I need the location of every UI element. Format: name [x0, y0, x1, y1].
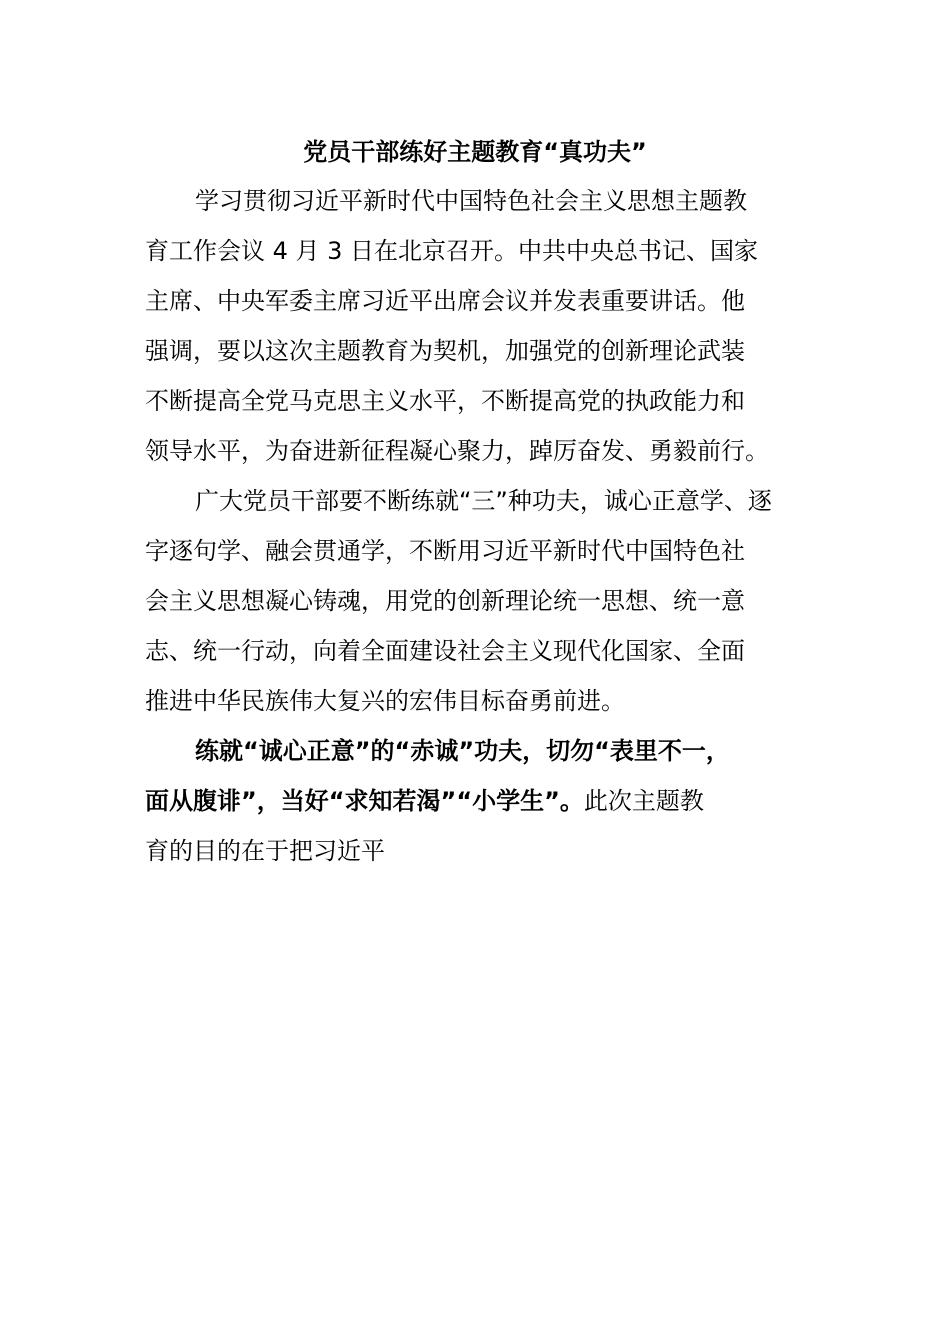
- paragraph-1-line-2: 育工作会议 4 月 3 日在北京召开。中共中央总书记、国家: [145, 237, 759, 265]
- paragraph-2-line-3: 会主义思想凝心铸魂，用党的创新理论统一思想、统一意: [145, 587, 745, 615]
- paragraph-3-line-3: 育的目的在于把习近平: [145, 837, 385, 865]
- paragraph-2-line-2: 字逐句学、融会贯通学，不断用习近平新时代中国特色社: [145, 537, 745, 565]
- paragraph-2-line-4: 志、统一行动，向着全面建设社会主义现代化国家、全面: [145, 637, 745, 665]
- paragraph-3-line-1: 练就“诚心正意”的“赤诚”功夫，切勿“表里不一，: [195, 737, 730, 765]
- paragraph-1-line-4: 强调，要以这次主题教育为契机，加强党的创新理论武装: [145, 337, 745, 365]
- paragraph-1-line-5: 不断提高全党马克思主义水平，不断提高党的执政能力和: [145, 387, 745, 415]
- paragraph-3-line-2-normal: 此次主题教: [583, 787, 704, 815]
- document-title: 党员干部练好主题教育“真功夫”: [303, 138, 647, 166]
- paragraph-1-line-1: 学习贯彻习近平新时代中国特色社会主义思想主题教: [195, 187, 747, 215]
- paragraph-2-line-1: 广大党员干部要不断练就“三”种功夫，诚心正意学、逐: [195, 487, 772, 515]
- paragraph-2-line-5: 推进中华民族伟大复兴的宏伟目标奋勇前进。: [145, 687, 625, 715]
- paragraph-3-line-2: [145, 776, 704, 826]
- paragraph-1-line-3: 主席、中央军委主席习近平出席会议并发表重要讲话。他: [145, 287, 745, 315]
- paragraph-1-line-6: 领导水平，为奋进新征程凝心聚力，踔厉奋发、勇毅前行。: [145, 437, 769, 465]
- paragraph-3-line-2-bold: 面从腹诽”，当好“求知若渴”“小学生”。: [145, 787, 584, 815]
